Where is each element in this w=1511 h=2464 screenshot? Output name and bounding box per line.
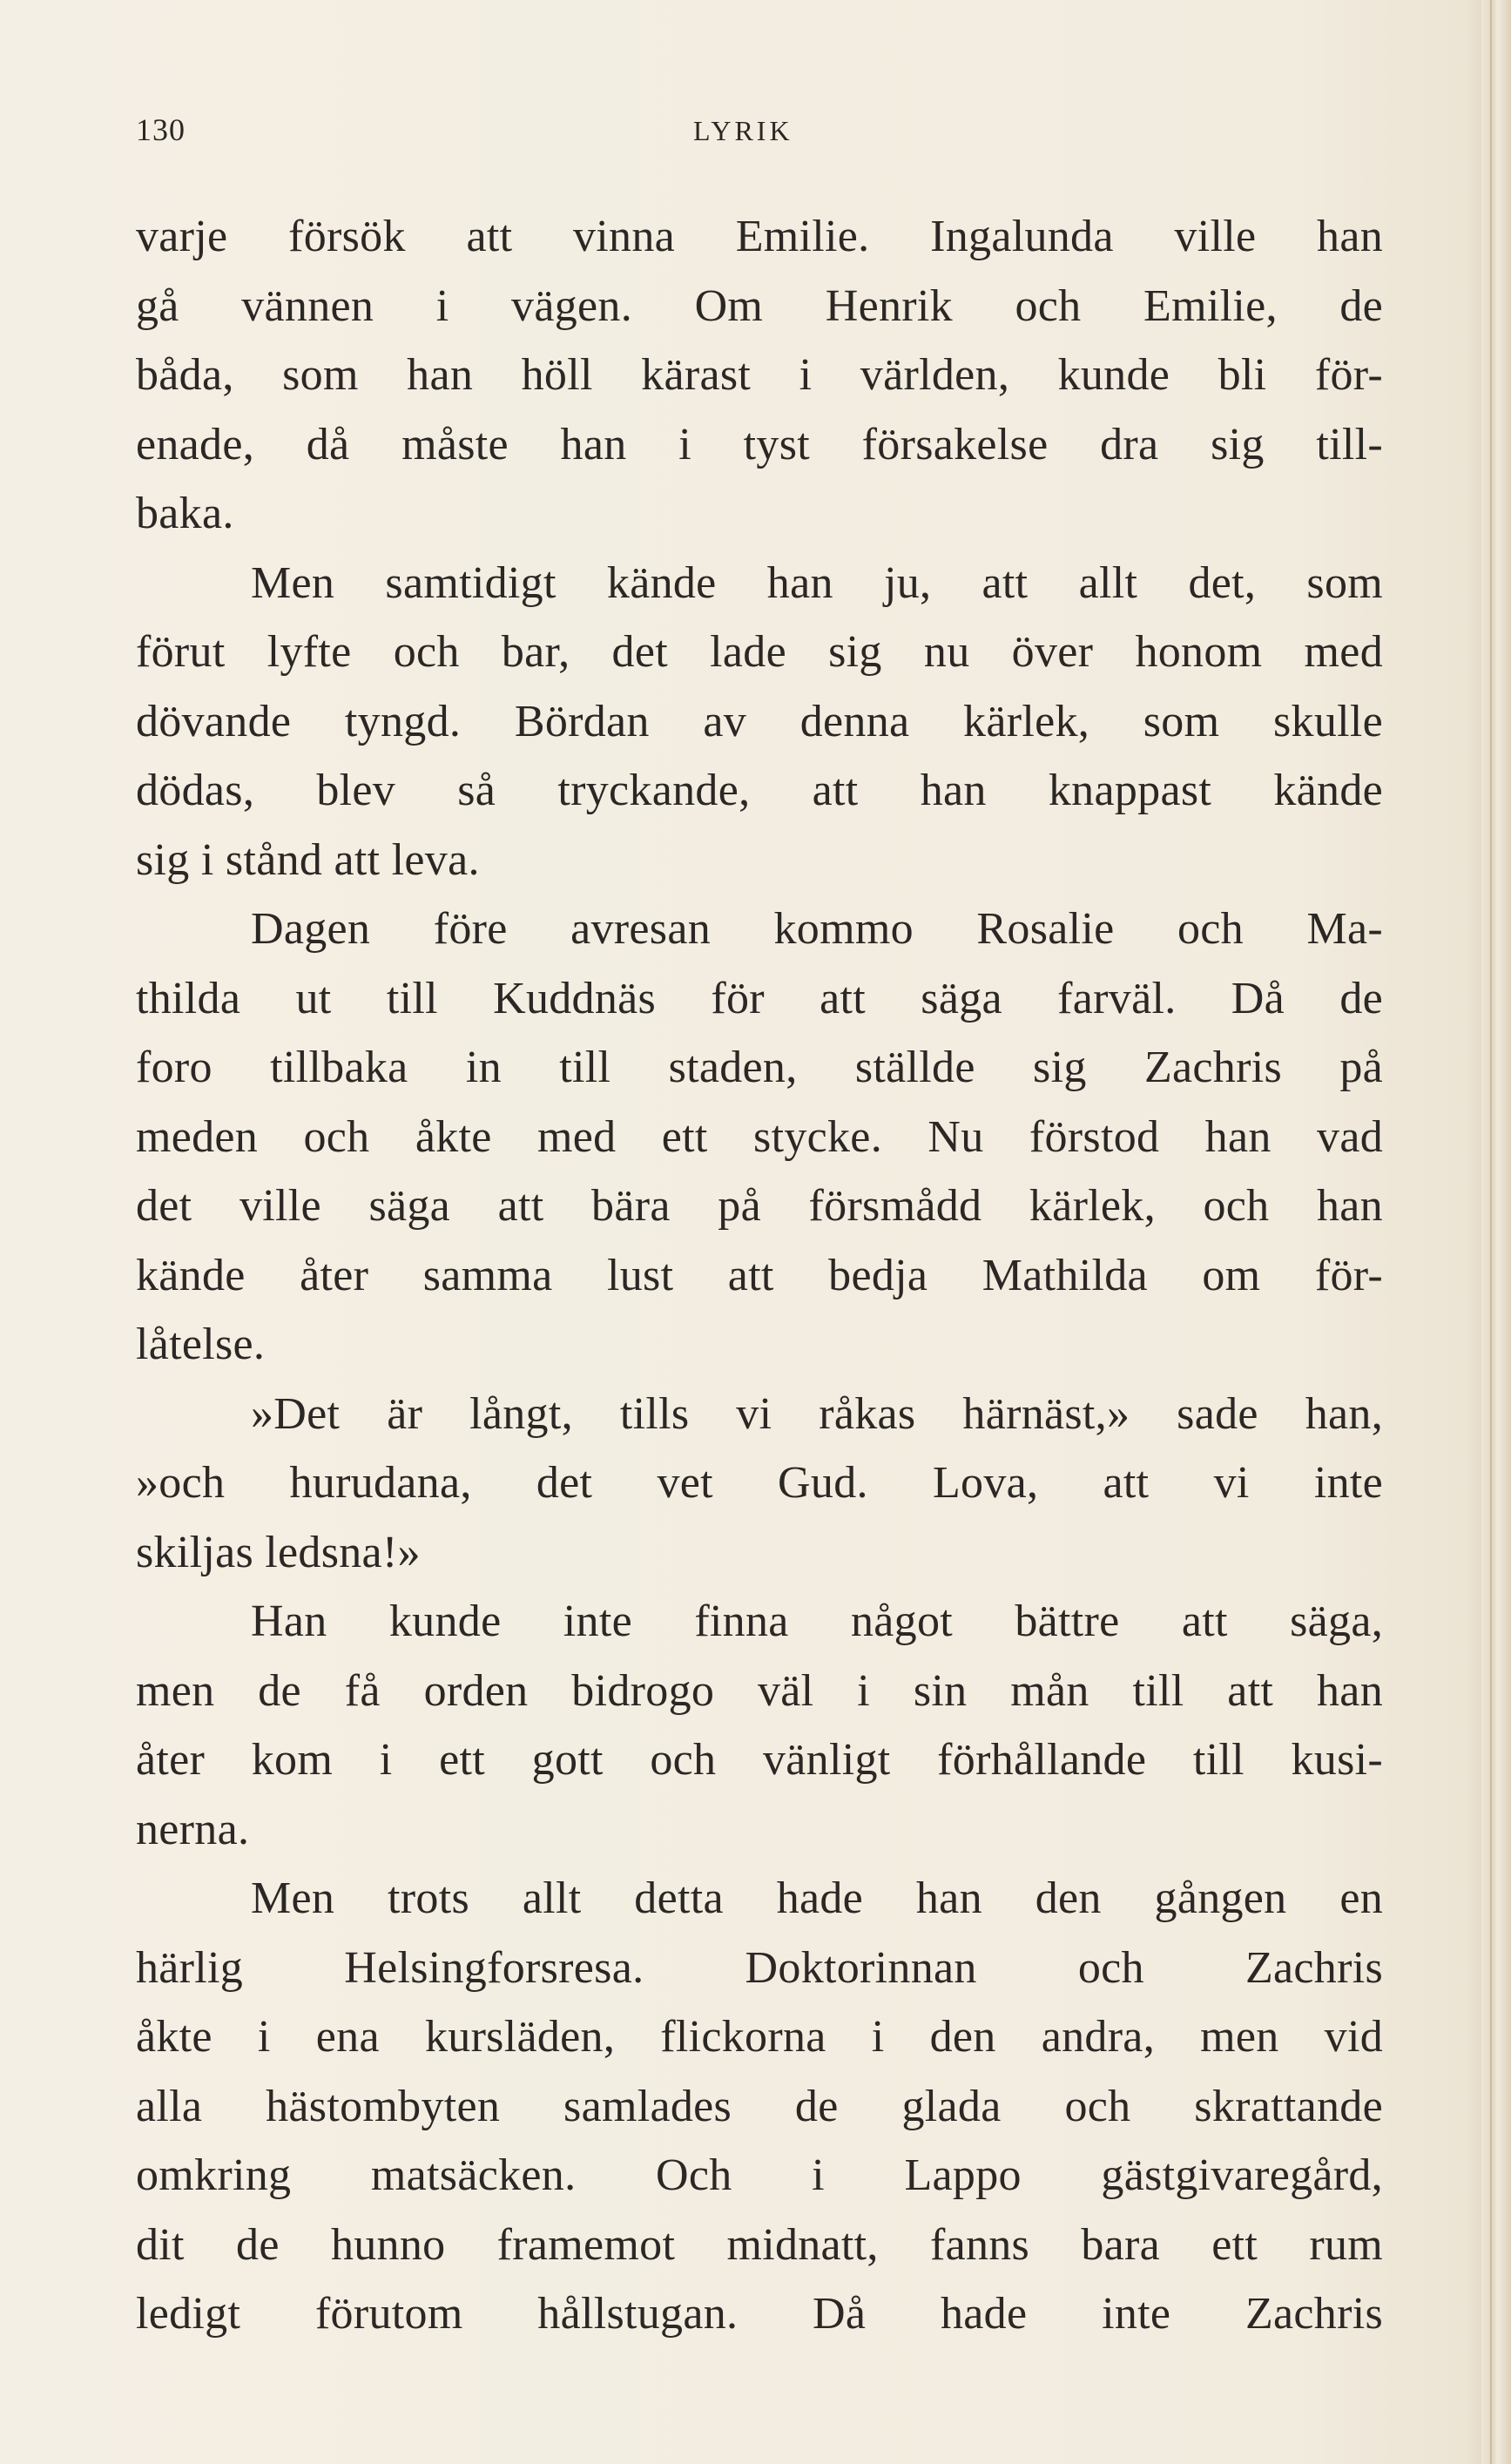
text-line: åkte i ena kursläden, flickorna i den andra, men vid <box>136 2012 1383 2062</box>
text-line: åter kom i ett gott och vänligt förhållande till kusi- <box>136 1735 1383 1785</box>
text-line: Han kunde inte finna något bättre att säga, <box>251 1597 1383 1646</box>
text-line: nerna. <box>136 1804 250 1854</box>
text-line: låtelse. <box>136 1320 266 1369</box>
page-edge-line <box>1490 0 1492 2464</box>
text-line: det ville säga att bära på försmådd kärlek, och han <box>136 1181 1383 1231</box>
text-line: baka. <box>136 489 234 538</box>
text-line: omkring matsäcken. Och i Lappo gästgivaregård, <box>136 2150 1383 2200</box>
text-line: alla hästombyten samlades de glada och skrattande <box>136 2081 1383 2131</box>
text-line: Men trots allt detta hade han den gången en <box>251 1873 1383 1923</box>
text-line: dit de hunno framemot midnatt, fanns bara ett rum <box>136 2219 1383 2270</box>
text-line: båda, som han höll kärast i världen, kunde bli för- <box>136 350 1383 400</box>
text-line: varje försök att vinna Emilie. Ingalunda ville han <box>136 212 1383 261</box>
text-line: härlig Helsingforsresa. Doktorinnan och Zachris <box>136 1942 1383 1993</box>
text-line: foro tillbaka in till staden, ställde sig Zachris på <box>136 1043 1383 1092</box>
text-line: Dagen före avresan kommo Rosalie och Ma- <box>251 904 1383 954</box>
text-line: »Det är långt, tills vi råkas härnäst,» sade han, <box>251 1388 1383 1439</box>
text-line: ledigt förutom hållstugan. Då hade inte Zachris <box>136 2289 1383 2339</box>
text-line: skiljas ledsna!» <box>136 1527 421 1577</box>
text-line: Men samtidigt kände han ju, att allt det, som <box>251 557 1383 608</box>
text-line: gå vännen i vägen. Om Henrik och Emilie, de <box>136 280 1383 331</box>
text-line: »och hurudana, det vet Gud. Lova, att vi inte <box>136 1458 1383 1508</box>
text-line: enade, då måste han i tyst försakelse dra sig till- <box>136 419 1383 469</box>
running-title: LYRIK <box>693 115 793 146</box>
page-edge <box>1481 0 1511 2464</box>
text-line: kände åter samma lust att bedja Mathilda om för- <box>136 1250 1383 1300</box>
text-line: men de få orden bidrogo väl i sin mån till att han <box>136 1665 1383 1716</box>
text-line: förut lyfte och bar, det lade sig nu över honom med <box>136 627 1383 677</box>
text-line: meden och åkte med ett stycke. Nu förstod han vad <box>136 1111 1383 1162</box>
body-text <box>136 202 1383 2349</box>
page-number: 130 <box>136 112 186 147</box>
text-line: dövande tyngd. Bördan av denna kärlek, som skulle <box>136 696 1383 746</box>
text-line: sig i stånd att leva. <box>136 834 480 885</box>
text-line: dödas, blev så tryckande, att han knappast kände <box>136 766 1383 815</box>
running-head <box>136 111 1383 164</box>
text-line: thilda ut till Kuddnäs för att säga farväl. Då de <box>136 973 1383 1023</box>
